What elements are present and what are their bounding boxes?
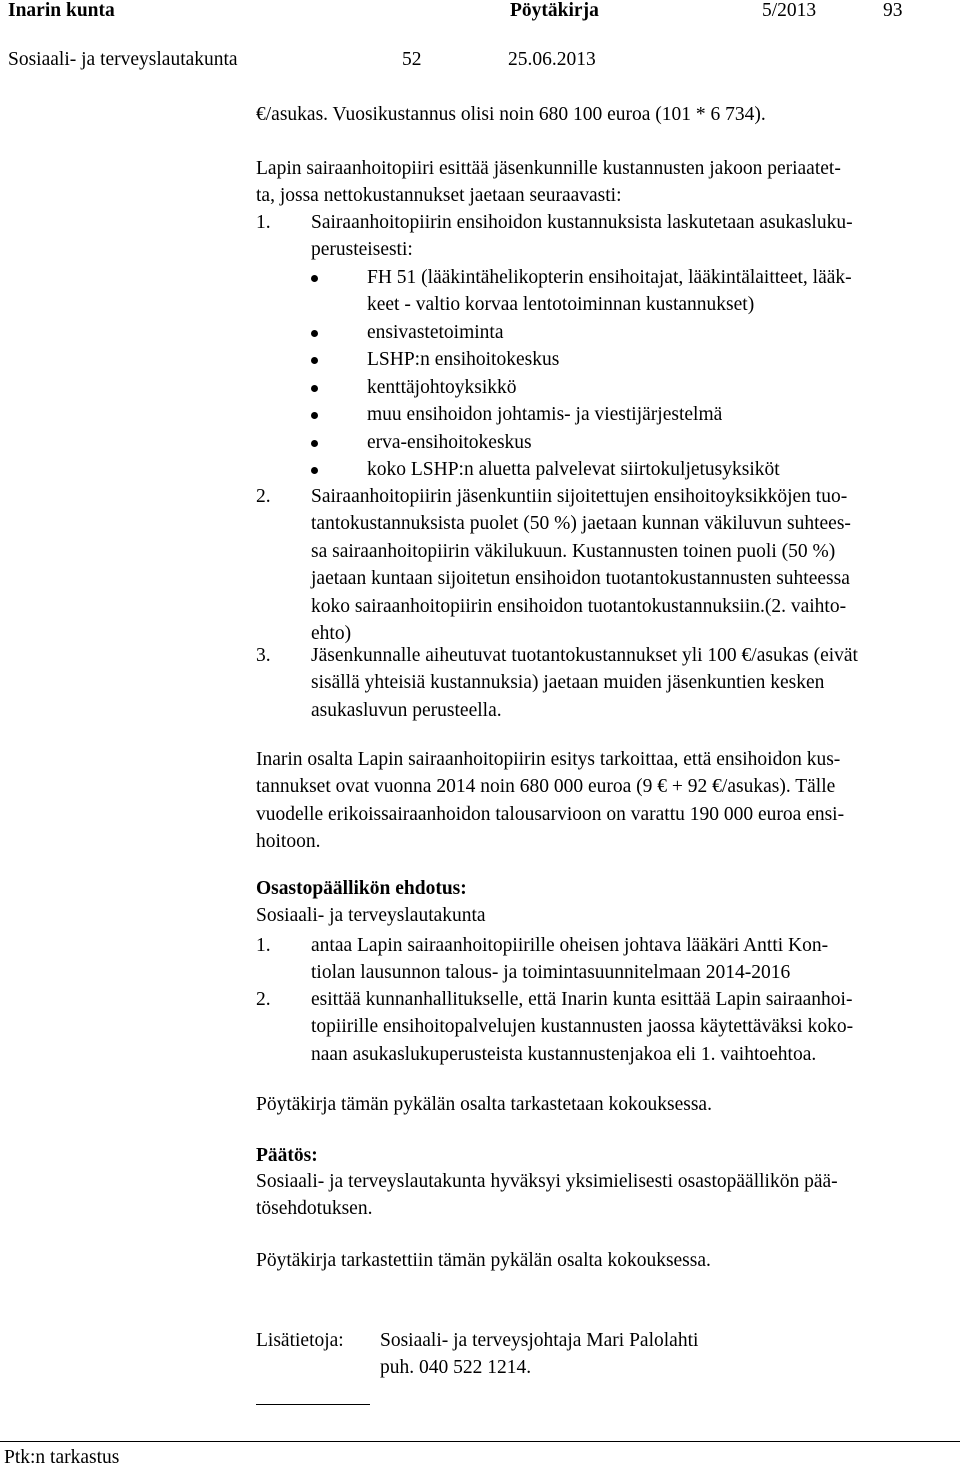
signature-line	[256, 1404, 370, 1405]
bullet-icon	[311, 412, 318, 419]
meeting-date: 25.06.2013	[508, 49, 596, 70]
text-line: ehto)	[311, 623, 352, 645]
text-line: vuodelle erikoissairaanhoidon talousarvioon on varattu 190 000 euroa ensi-	[256, 803, 845, 825]
bullet-icon	[311, 275, 318, 282]
board-name: Sosiaali- ja terveyslautakunta	[8, 49, 238, 70]
text-line: antaa Lapin sairaanhoitopiirille oheisen johtava lääkäri Antti Kon-	[311, 935, 829, 956]
proposal-item	[311, 986, 853, 1068]
text-line: koko LSHP:n aluetta palvelevat siirtokuljetusyksiköt	[367, 459, 780, 480]
text-line: Sosiaali- ja terveyslautakunta hyväksyi yksimielisesti osastopäällikön pää-	[256, 1171, 838, 1192]
text-line: Sairaanhoitopiirin ensihoidon kustannuksista laskutetaan asukasluku-	[311, 212, 853, 233]
text-line: perusteisesti:	[311, 239, 413, 261]
text-line: FH 51 (lääkintähelikopterin ensihoitajat, lääkintälaitteet, lääk-	[367, 267, 852, 288]
bullet-icon	[311, 357, 318, 364]
text-line: Lapin sairaanhoitopiiri esittää jäsenkunnille kustannusten jakoon periaatet-	[256, 158, 841, 179]
text-line: erva-ensihoitokeskus	[367, 432, 532, 453]
text-line: ta, jossa nettokustannukset jaetaan seuraavasti:	[256, 185, 622, 207]
bullet-icon	[311, 440, 318, 447]
text-line: naan asukaslukuperusteista kustannustenjakoa eli 1. vaihtoehtoa.	[311, 1043, 817, 1065]
list-item	[311, 642, 858, 724]
footer-label: Ptk:n tarkastus	[4, 1447, 120, 1468]
text-line: tiolan lausunnon talous- ja toimintasuunnitelmaan 2014-2016	[311, 962, 791, 984]
bullet-item	[367, 319, 503, 346]
paragraph-cost-sharing	[256, 155, 956, 210]
text-line: tannukset ovat vuonna 2014 noin 680 000 euroa (9 € + 92 €/asukas). Tälle	[256, 776, 836, 798]
check-note-final: Pöytäkirja tarkastettiin tämän pykälän osalta kokouksessa.	[256, 1250, 711, 1271]
text-line: hoitoon.	[256, 831, 321, 853]
document-number: 5/2013	[762, 0, 817, 21]
proposal-heading: Osastopäällikön ehdotus:	[256, 878, 467, 899]
proposal-subject: Sosiaali- ja terveyslautakunta	[256, 905, 486, 926]
bullet-item	[367, 429, 532, 456]
text-line: sisällä yhteisiä kustannuksia) jaetaan muiden jäsenkuntien kesken	[311, 672, 825, 694]
text-line: Inarin osalta Lapin sairaanhoitopiirin esitys tarkoittaa, että ensihoidon kus-	[256, 749, 841, 770]
text-line: LSHP:n ensihoitokeskus	[367, 349, 560, 370]
text-line: koko sairaanhoitopiirin ensihoidon tuotantokustannuksiin.(2. vaihto-	[311, 595, 847, 617]
bullet-item	[367, 374, 517, 401]
bullet-icon	[311, 467, 318, 474]
contact-phone: puh. 040 522 1214.	[380, 1357, 532, 1378]
list-number: 2.	[256, 486, 271, 507]
decision-heading: Päätös:	[256, 1145, 318, 1166]
list-number: 1.	[256, 935, 271, 956]
proposal-item	[311, 932, 828, 987]
footer-divider	[0, 1441, 960, 1442]
text-line: kenttäjohtoyksikkö	[367, 377, 517, 398]
contact-person: Sosiaali- ja terveysjohtaja Mari Palolahti	[380, 1330, 699, 1351]
text-line: Jäsenkunnalle aiheutuvat tuotantokustannukset yli 100 €/asukas (eivät	[311, 645, 858, 666]
info-label: Lisätietoja:	[256, 1330, 344, 1351]
text-line: tantokustannuksista puolet (50 %) jaetaan kunnan väkiluvun suhtees-	[311, 513, 851, 535]
list-number: 2.	[256, 989, 271, 1010]
text-line: asukasluvun perusteella.	[311, 699, 502, 721]
list-number: 1.	[256, 212, 271, 233]
bullet-item	[367, 401, 722, 428]
text-line: keet - valtio korvaa lentotoiminnan kustannukset)	[367, 294, 755, 316]
check-note: Pöytäkirja tämän pykälän osalta tarkastetaan kokouksessa.	[256, 1094, 712, 1115]
section-number: 52	[402, 49, 422, 70]
text-line: tösehdotuksen.	[256, 1198, 373, 1220]
text-line: jaetaan kuntaan sijoitetun ensihoidon tuotantokustannusten suhteessa	[311, 568, 850, 590]
list-item	[311, 209, 853, 264]
bullet-icon	[311, 385, 318, 392]
text-line: topiirille ensihoitopalvelujen kustannusten jaossa käytettäväksi koko-	[311, 1016, 854, 1038]
bullet-item	[367, 346, 559, 373]
text-line: muu ensihoidon johtamis- ja viestijärjestelmä	[367, 404, 723, 425]
bullet-item	[367, 264, 852, 319]
list-number: 3.	[256, 645, 271, 666]
intro-line: €/asukas. Vuosikustannus olisi noin 680 100 euroa (101 * 6 734).	[256, 104, 766, 125]
page-number: 93	[883, 0, 903, 21]
text-line: ensivastetoiminta	[367, 322, 504, 343]
list-item	[311, 483, 851, 647]
document-type: Pöytäkirja	[510, 0, 599, 21]
text-line: esittää kunnanhallitukselle, että Inarin kunta esittää Lapin sairaanhoi-	[311, 989, 853, 1010]
paragraph-inari-costs	[256, 746, 956, 856]
bullet-item	[367, 456, 780, 483]
decision-text	[256, 1168, 956, 1223]
text-line: Sairaanhoitopiirin jäsenkuntiin sijoitettujen ensihoitoyksikköjen tuo-	[311, 486, 848, 507]
bullet-icon	[311, 330, 318, 337]
text-line: sa sairaanhoitopiirin väkilukuun. Kustannusten toinen puoli (50 %)	[311, 540, 836, 562]
municipality-name: Inarin kunta	[8, 0, 115, 21]
